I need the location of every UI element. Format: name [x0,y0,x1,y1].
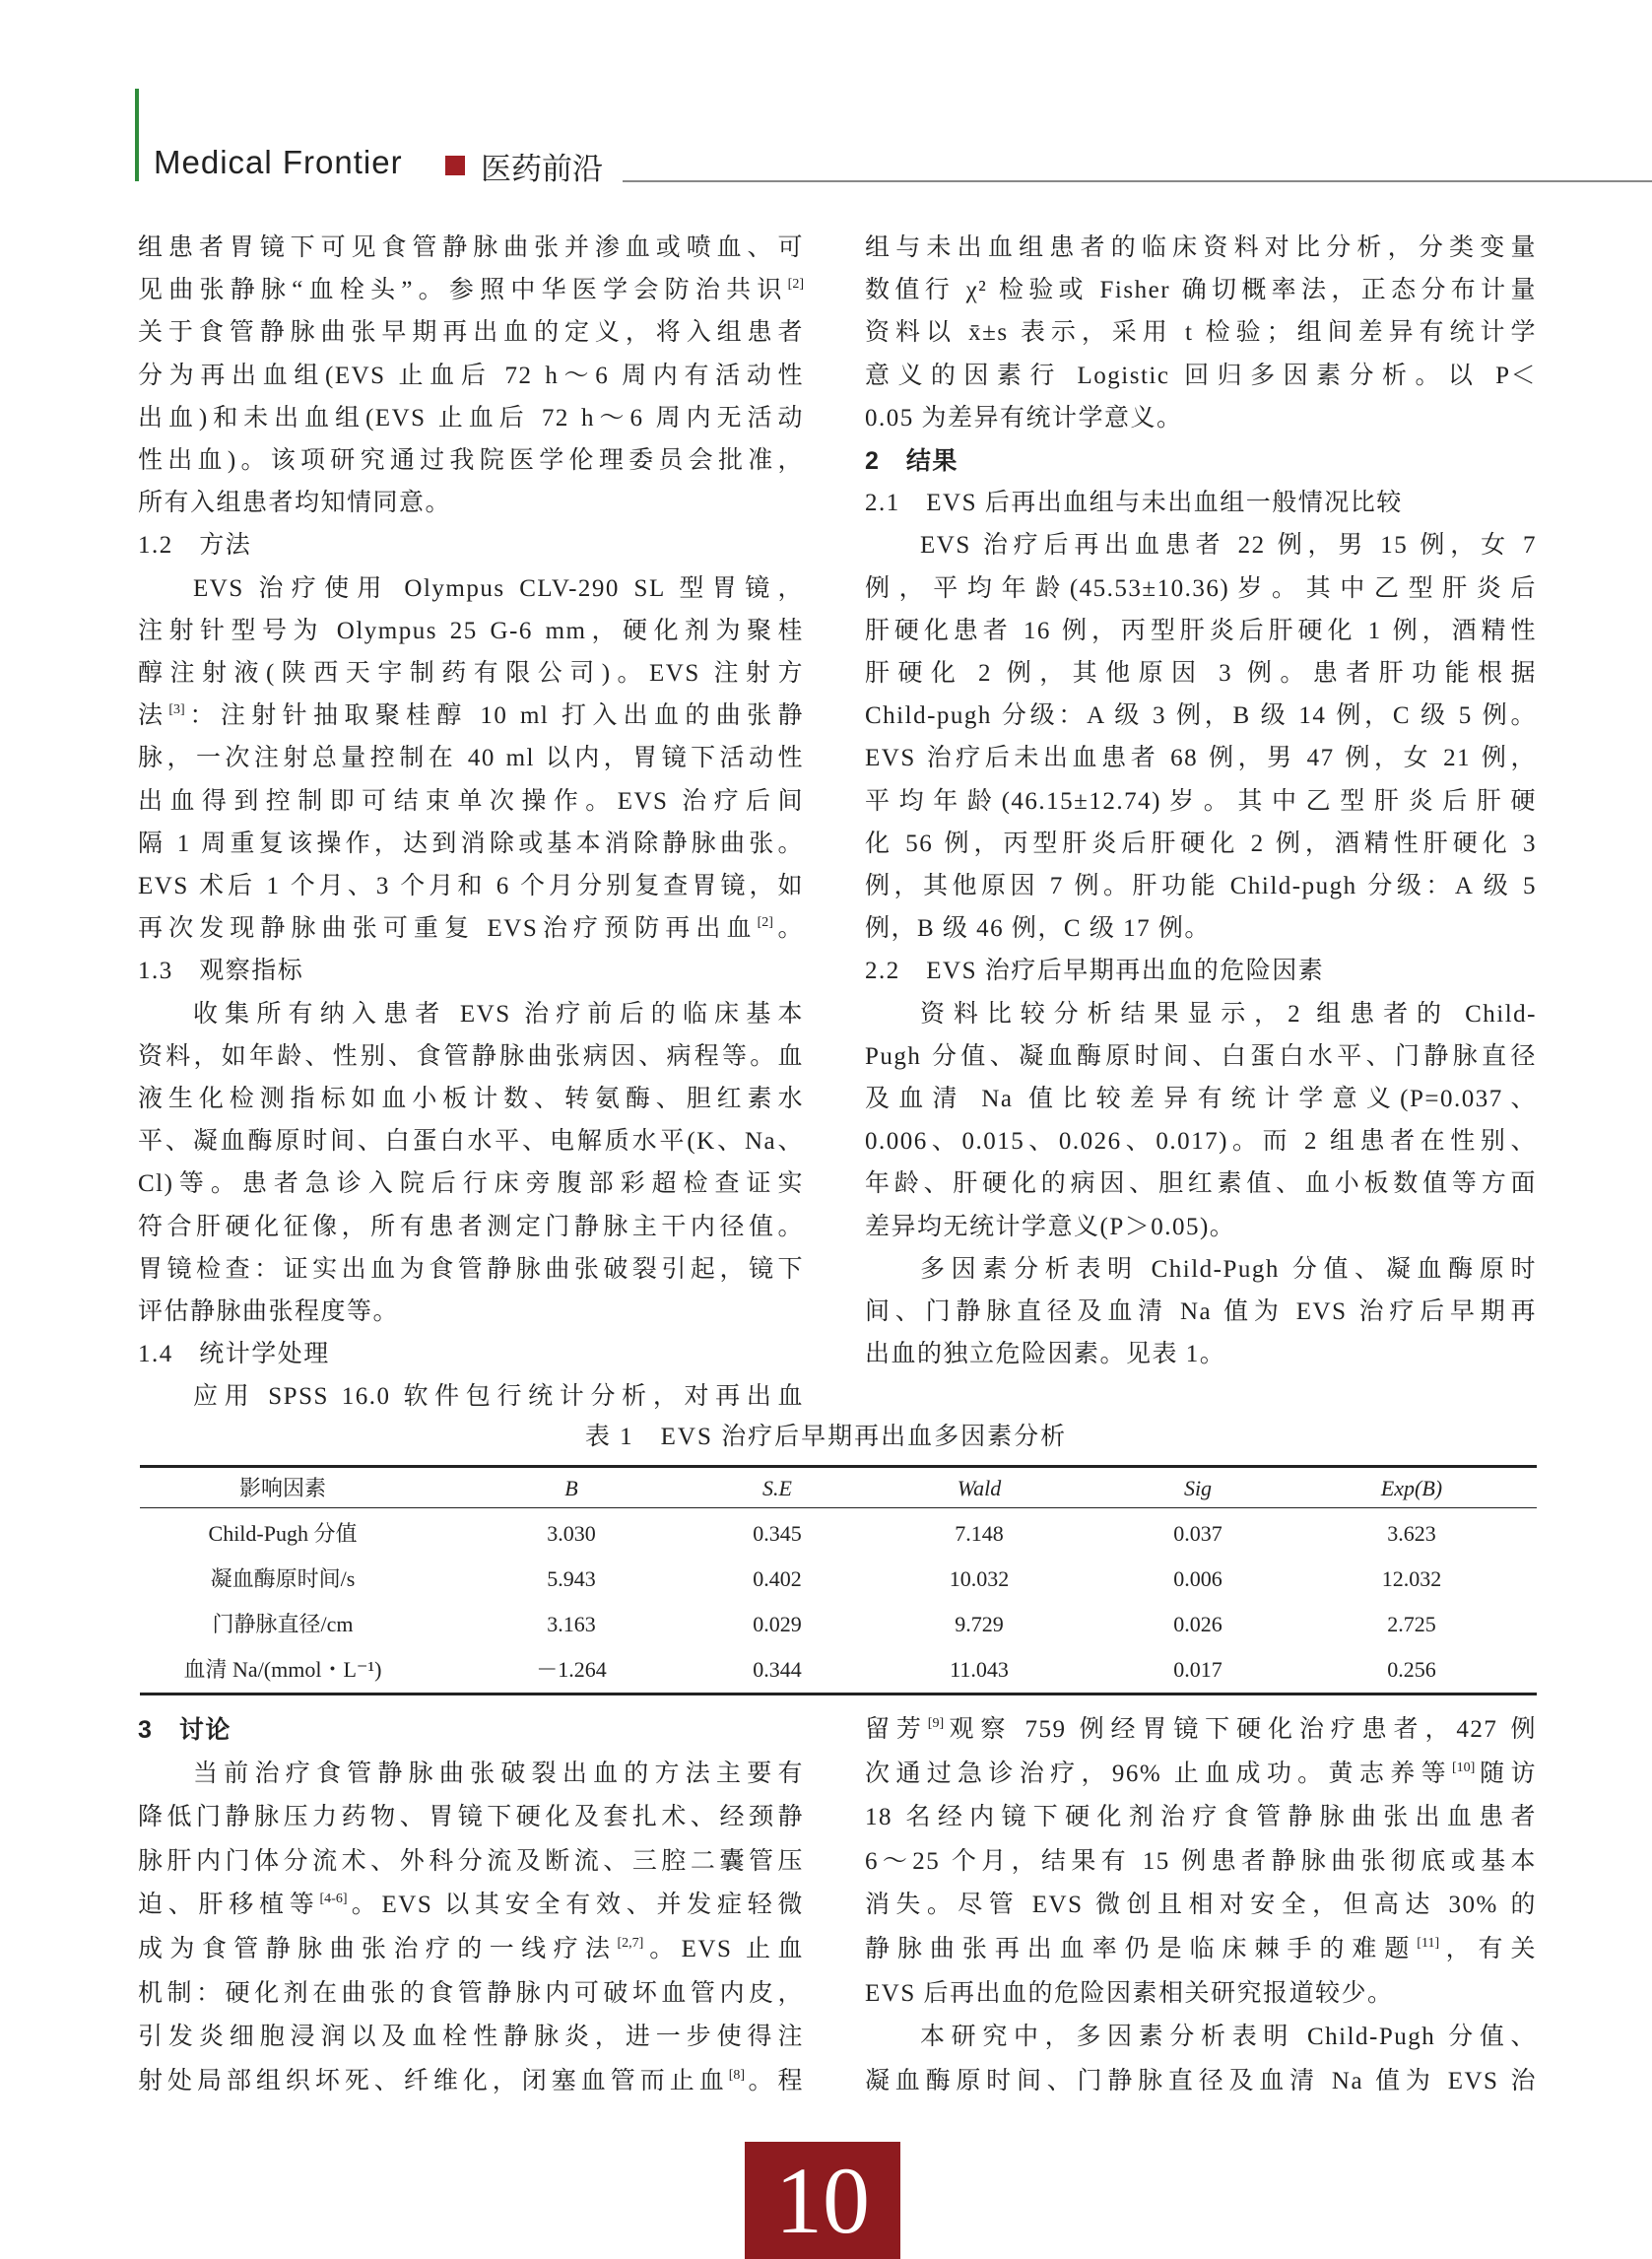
table-top-rule [140,1465,1537,1468]
table-row-label: 门静脉直径/cm [212,1612,354,1636]
discussion-right-line: 凝血酶原时间、门静脉直径及血清 Na 值为 EVS 治 [865,2067,1537,2094]
left-column-line: 组患者胃镜下可见食管静脉曲张并渗血或喷血、可 [138,234,804,261]
right-column-line: 化 56 例，丙型肝炎后肝硬化 2 例，酒精性肝硬化 3 [865,830,1537,857]
table-row-label: Child-Pugh 分值 [208,1521,358,1546]
table-cell: 3.030 [547,1521,596,1546]
table-header-rule [140,1507,1537,1508]
discussion-left-line: 射处局部组织坏死、纤维化，闭塞血管而止血[8]。程 [138,2067,804,2094]
right-column-line: 例，平均年龄(45.53±10.36)岁。其中乙型肝炎后 [865,574,1537,602]
left-column-line: 再次发现静脉曲张可重复 EVS治疗预防再出血[2]。 [138,915,804,943]
discussion-right-line: 消失。尽管 EVS 微创且相对安全，但高达 30% 的 [865,1892,1537,1919]
table-title: 表 1 EVS 治疗后早期再出血多因素分析 [584,1424,1068,1450]
left-column-line: 应用 SPSS 16.0 软件包行统计分析，对再出血 [193,1383,804,1411]
table-cell: 0.256 [1387,1657,1436,1682]
header-red-square [445,156,465,175]
left-column-line: 1.2 方法 [138,532,252,560]
right-column-line: 肝硬化患者 16 例，丙型肝炎后肝硬化 1 例，酒精性 [865,617,1537,644]
right-column-line: 间、门静脉直径及血清 Na 值为 EVS 治疗后早期再 [865,1298,1537,1325]
right-column-line: 2.1 EVS 后再出血组与未出血组一般情况比较 [865,490,1403,517]
discussion-left-line: 脉肝内门体分流术、外科分流及断流、三腔二囊管压 [138,1847,804,1875]
discussion-right-line: 6～25 个月，结果有 15 例患者静脉曲张彻底或基本 [865,1847,1537,1875]
right-column-line: 资料以 x̄±s 表示，采用 t 检验；组间差异有统计学 [865,319,1537,347]
table-header-cell: S.E [762,1476,792,1500]
table-cell: 2.725 [1387,1612,1436,1636]
table-cell: 9.729 [955,1612,1004,1636]
right-column-line: 及血清 Na 值比较差异有统计学意义(P=0.037、 [865,1086,1537,1112]
discussion-right-line: 18 名经内镜下硬化剂治疗食管静脉曲张出血患者 [865,1804,1537,1831]
left-column-line: 醇注射液(陕西天宇制药有限公司)。EVS 注射方 [138,660,804,687]
discussion-right-line: 次通过急诊治疗，96% 止血成功。黄志养等[10]随访 [865,1760,1537,1787]
table-row-label: 血清 Na/(mmol・L⁻¹) [183,1657,382,1682]
page-number: 10 [775,2148,870,2253]
left-column-line: 胃镜检查：证实出血为食管静脉曲张破裂引起，镜下 [138,1255,804,1283]
table-cell: 12.032 [1381,1566,1442,1591]
left-column-line: 脉，一次注射总量控制在 40 ml 以内，胃镜下活动性 [138,745,804,772]
right-column-line: Child-pugh 分级：A 级 3 例，B 级 14 例，C 级 5 例。 [865,702,1537,730]
right-column-line: 0.05 为差异有统计学意义。 [865,404,1183,432]
right-column-line: EVS 治疗后再出血患者 22 例，男 15 例，女 7 [920,532,1537,560]
left-column-line: 隔 1 周重复该操作，达到消除或基本消除静脉曲张。 [138,830,804,857]
left-column-line: 评估静脉曲张程度等。 [138,1298,400,1325]
table-cell: 0.006 [1173,1566,1222,1591]
right-column-line: 平均年龄(46.15±12.74)岁。其中乙型肝炎后肝硬 [865,787,1537,815]
table-cell: 0.017 [1173,1657,1222,1682]
left-column-line: 注射针型号为 Olympus 25 G-6 mm，硬化剂为聚桂 [138,617,804,644]
left-column-line: 1.4 统计学处理 [138,1341,330,1368]
table-cell: 3.623 [1387,1521,1436,1546]
left-column-line: EVS 治疗使用 Olympus CLV-290 SL 型胃镜， [193,574,804,602]
left-column-line: 分为再出血组(EVS 止血后 72 h～6 周内有活动性 [138,362,804,389]
right-column-line: 出血的独立危险因素。见表 1。 [865,1341,1226,1368]
left-column-line: EVS 术后 1 个月、3 个月和 6 个月分别复查胃镜，如 [138,873,804,899]
journal-name-cn: 医药前沿 [481,152,603,186]
discussion-left-line: 当前治疗食管静脉曲张破裂出血的方法主要有 [193,1760,804,1787]
left-column-line: Cl)等。患者急诊入院后行床旁腹部彩超检查证实 [138,1170,804,1198]
table-cell: 10.032 [949,1566,1010,1591]
table-cell: 0.402 [753,1566,802,1591]
discussion-left-line: 引发炎细胞浸润以及血栓性静脉炎，进一步使得注 [138,2024,804,2051]
discussion-right-line: 静脉曲张再出血率仍是临床棘手的难题[11]，有关 [865,1936,1537,1962]
left-column-line: 关于食管静脉曲张早期再出血的定义，将入组患者 [138,319,804,347]
table-header-cell: 影响因素 [238,1476,326,1500]
right-column-line: 差异均无统计学意义(P＞0.05)。 [865,1213,1236,1240]
left-column-line: 出血)和未出血组(EVS 止血后 72 h～6 周内无活动 [138,404,804,432]
right-column-line: Pugh 分值、凝血酶原时间、白蛋白水平、门静脉直径 [865,1042,1537,1070]
table-cell: 7.148 [955,1521,1004,1546]
discussion-left-line: 成为食管静脉曲张治疗的一线疗法[2,7]。EVS 止血 [138,1936,804,1962]
right-column-line: 肝硬化 2 例，其他原因 3 例。患者肝功能根据 [865,660,1537,687]
table-cell: 5.943 [547,1566,596,1591]
right-column-line: EVS 治疗后未出血患者 68 例，男 47 例，女 21 例， [865,745,1537,772]
table-cell: 0.345 [753,1521,802,1546]
page-number-box [745,2142,900,2259]
table-cell: 0.037 [1173,1521,1222,1546]
left-column-line: 符合肝硬化征像，所有患者测定门静脉主干内径值。 [138,1213,804,1240]
right-column-line: 例，B 级 46 例，C 级 17 例。 [865,915,1211,943]
table-row-label: 凝血酶原时间/s [210,1566,356,1591]
table-cell: －1.264 [536,1657,607,1682]
discussion-right-line: EVS 后再出血的危险因素相关研究报道较少。 [865,1979,1394,2007]
right-column-line: 2.2 EVS 治疗后早期再出血的危险因素 [865,958,1325,985]
left-column-line: 液生化检测指标如血小板计数、转氨酶、胆红素水 [138,1086,804,1112]
discussion-left-line: 迫、肝移植等[4-6]。EVS 以其安全有效、并发症轻微 [138,1892,804,1919]
table-cell: 11.043 [950,1657,1009,1682]
left-column-line: 平、凝血酶原时间、白蛋白水平、电解质水平(K、Na、 [138,1128,804,1156]
right-column-line: 数值行 χ² 检验或 Fisher 确切概率法，正态分布计量 [865,277,1537,304]
discussion-right-line: 留芳[9]观察 759 例经胃镜下硬化治疗患者，427 例 [865,1716,1537,1743]
right-column-line: 例，其他原因 7 例。肝功能 Child-pugh 分级：A 级 5 [865,873,1537,899]
left-column-line: 所有入组患者均知情同意。 [138,490,452,517]
journal-name-en: Medical Frontier [154,144,403,180]
left-column-line: 收集所有纳入患者 EVS 治疗前后的临床基本 [193,1000,804,1028]
table-bottom-rule [140,1693,1537,1695]
table-header-cell: Exp(B) [1380,1476,1443,1500]
discussion-left-line: 降低门静脉压力药物、胃镜下硬化及套扎术、经颈静 [138,1804,804,1831]
right-column-line: 组与未出血组患者的临床资料对比分析，分类变量 [865,234,1537,261]
left-column-line: 见曲张静脉“血栓头”。参照中华医学会防治共识[2] [138,277,804,304]
table-header-cell: B [564,1476,578,1500]
table-cell: 0.344 [753,1657,802,1682]
header-rule [623,180,1652,182]
right-column-line: 年龄、肝硬化的病因、胆红素值、血小板数值等方面 [865,1170,1537,1198]
table-header-cell: Wald [957,1476,1002,1500]
discussion-left-line: 机制：硬化剂在曲张的食管静脉内可破坏血管内皮， [138,1979,804,2007]
right-column-line: 资料比较分析结果显示，2 组患者的 Child- [920,1000,1537,1028]
left-column-line: 性出血)。该项研究通过我院医学伦理委员会批准， [138,447,804,474]
discussion-right-line: 本研究中，多因素分析表明 Child-Pugh 分值、 [920,2024,1537,2051]
right-column-line: 多因素分析表明 Child-Pugh 分值、凝血酶原时 [920,1255,1537,1283]
right-column-line: 意义的因素行 Logistic 回归多因素分析。以 P＜ [865,362,1537,389]
table-cell: 3.163 [547,1612,596,1636]
table-header-cell: Sig [1183,1476,1213,1500]
left-column-line: 资料，如年龄、性别、食管静脉曲张病因、病程等。血 [138,1042,804,1070]
right-column-line: 2 结果 [865,447,958,475]
left-column-line: 1.3 观察指标 [138,958,304,985]
table-cell: 0.029 [753,1612,802,1636]
discussion-left-line: 3 讨论 [138,1716,231,1744]
table-cell: 0.026 [1173,1612,1222,1636]
left-column-line: 法[3]：注射针抽取聚桂醇 10 ml 打入出血的曲张静 [138,702,804,730]
header-green-bar [135,89,139,181]
right-column-line: 0.006、0.015、0.026、0.017)。而 2 组患者在性别、 [865,1128,1537,1156]
left-column-line: 出血得到控制即可结束单次操作。EVS 治疗后间 [138,787,804,815]
